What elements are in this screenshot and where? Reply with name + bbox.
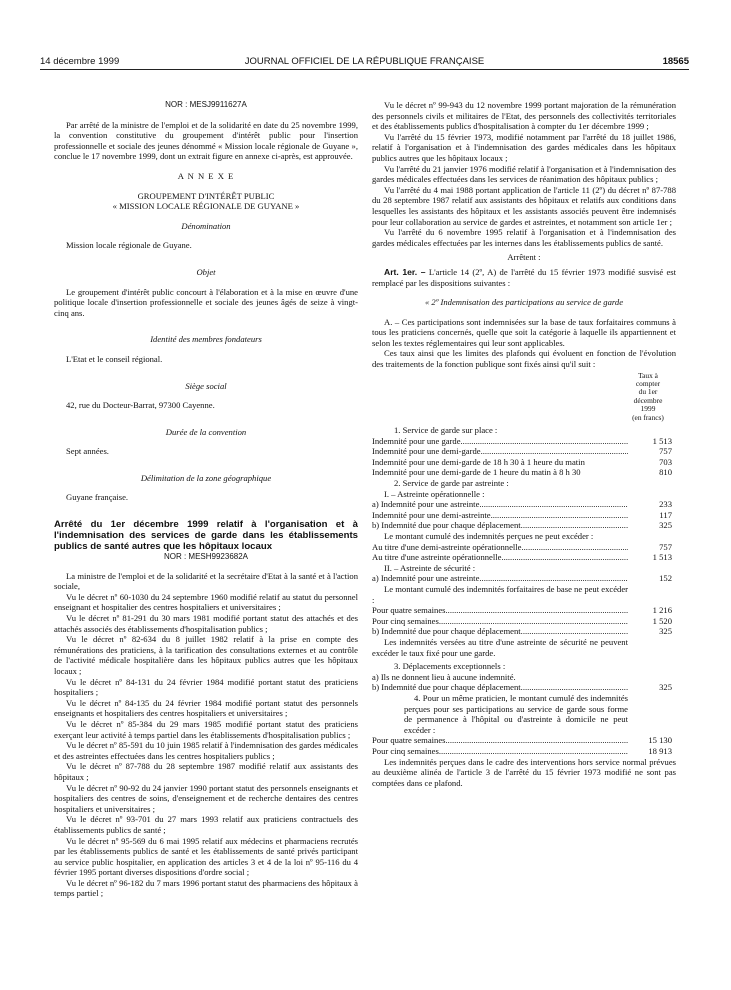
visa-paragraph: Vu le décret nº 84-131 du 24 février 1984 modifié portant statut des praticiens hospitaliers ;	[54, 676, 358, 698]
paragraph: Le montant cumulé des indemnités forfaitaires de base ne peut excéder :	[372, 584, 628, 605]
journal-title: JOURNAL OFFICIEL DE LA RÉPUBLIQUE FRANÇAISE	[244, 56, 485, 67]
gip-subheading: « MISSION LOCALE RÉGIONALE DE GUYANE »	[112, 201, 300, 212]
section-heading: Siège social	[185, 380, 227, 391]
paragraph: Les indemnités perçues dans le cadre des interventions hors service normal prévues au deuxième alinéa de l'article 3 de l'arrêté du 15 février 1973 modifié ne sont pas comptées dans ce plafond.	[372, 756, 676, 788]
visa-paragraph: Vu le décret nº 85-591 du 10 juin 1985 relatif à l'indemnisation des gardes médicales et des astreintes effectuées dans les centres hospitaliers publics ;	[54, 740, 358, 761]
visa-paragraph: Vu le décret nº 93-701 du 27 mars 1993 relatif aux praticiens contractuels des établissements publics de santé ;	[54, 814, 358, 835]
visa-paragraph: Vu l'arrêté du 4 mai 1988 portant application de l'article 11 (2º) du décret nº 87-788 du 28 septembre 1987 relatif aux assistants des hôpitaux et relatifs aux conditions dans lesquelles les assistants des hôpitaux et les assistants associés peuvent être indemnisés pour leur collaboration au service de gardes et astreintes, et notamment son article 1er ;	[372, 184, 676, 227]
paragraph: Mission locale régionale de Guyane.	[66, 240, 192, 251]
rate-row: Indemnité pour une demi-garde de 1 heure du matin à 8 h 30 810	[372, 467, 672, 478]
page-header	[40, 56, 689, 70]
paragraph: Par arrêté de la ministre de l'emploi et de la solidarité en date du 25 novembre 1999, la convention constitutive du groupement d'intérêt public pour l'insertion professionnelle et sociale des jeunes dénommé « Mission locale régionale de Guyane », conclue le 17 novembre 1999, dont un extrait figure en annexe ci-après, est approuvée.	[54, 119, 358, 162]
section-heading: Objet	[196, 266, 216, 277]
visa-paragraph: Vu le décret nº 85-384 du 29 mars 1985 modifié portant statut des praticiens exerçant leur activité à temps partiel dans les établissements d'hospitalisation publics ;	[54, 718, 358, 740]
rate-row: Pour quatre semaines ..... 15 130	[372, 735, 676, 746]
rate-row: Indemnité pour une demi-astreinte ..... 117	[372, 510, 676, 521]
table-line: a) Ils ne donnent lieu à aucune indemnité.	[372, 671, 516, 682]
rate-row: Indemnité pour une demi-garde ..... 757	[372, 446, 676, 457]
paragraph: Les indemnités versées au titre d'une astreinte de sécurité ne peuvent excéder le taux fixé pour une garde.	[372, 636, 628, 658]
visa-paragraph: Vu le décret nº 99-943 du 12 novembre 1999 portant majoration de la rémunération des personnels civils et militaires de l'Etat, des personnels des collectivités territoriales et des établissements publics d'hospitalisation à compter du 1er décembre 1999 ;	[372, 100, 676, 132]
right-column	[372, 100, 676, 788]
rate-row: Indemnité pour une garde ..... 1 513	[372, 436, 676, 447]
visa-paragraph: Vu le décret nº 81-291 du 30 mars 1981 modifié portant statut des attachés et des attachés associés des établissements d'hospitalisation publics ;	[54, 613, 358, 634]
visa-paragraph: Vu le décret nº 87-788 du 28 septembre 1987 modifié relatif aux assistants des hôpitaux ;	[54, 761, 358, 782]
visa-paragraph: Vu l'arrêté du 21 janvier 1976 modifié relatif à l'organisation et à l'indemnisation des gardes médicales effectuées dans les services de réanimation des hôpitaux publics ;	[372, 163, 676, 185]
rate-row: Pour quatre semaines ..... 1 216	[372, 605, 676, 616]
table-section: 3. Déplacements exceptionnels :	[394, 661, 506, 672]
table-section: 1. Service de garde sur place :	[394, 425, 498, 436]
section-heading: Dénomination	[181, 220, 231, 231]
paragraph: 4. Pour un même praticien, le montant cumulé des indemnités perçues pour ses participations au service de garde sous forme de permanence à l'hôpital ou d'astreinte à domicile ne peut excéder :	[404, 692, 628, 735]
rate-row: Au titre d'une astreinte opérationnelle ..... 1 513	[372, 552, 676, 563]
section-heading: Délimitation de la zone géographique	[140, 472, 272, 483]
section-heading: Identité des membres fondateurs	[150, 334, 262, 345]
paragraph: A. – Ces participations sont indemnisées sur la base de taux forfaitaires communs à tous les praticiens concernés, quelle que soit la catégorie à laquelle ils appartiennent et selon les textes réglementaires qui leur sont applicables.	[372, 316, 676, 348]
nor-reference: NOR : MESJ9911627A	[165, 100, 247, 109]
section-title: « 2º Indemnisation des participations au service de garde	[424, 297, 624, 308]
header-rule	[40, 69, 689, 70]
visa-paragraph: Vu le décret nº 90-92 du 24 janvier 1990 portant statut des personnels enseignants et hospitaliers des centres de soins, d'enseignement et de recherche dentaires des centres hospitaliers et universitaires ;	[54, 782, 358, 814]
article-label: Art. 1er. –	[384, 266, 426, 277]
page-number: 18565	[662, 56, 689, 67]
rate-column-header	[372, 372, 676, 422]
gip-heading: GROUPEMENT D'INTÉRÊT PUBLIC	[137, 190, 275, 201]
arretent-heading: Arrêtent :	[507, 252, 541, 263]
rate-column-header-text: Taux à compter du 1er décembre 1999 (en francs)	[632, 370, 664, 422]
table-subsection: II. – Astreinte de sécurité :	[384, 562, 476, 573]
paragraph: 42, rue du Docteur-Barrat, 97300 Cayenne.	[66, 400, 215, 411]
paragraph: Le groupement d'intérêt public concourt à l'élaboration et à la mise en œuvre d'une politique locale d'insertion professionnelle et sociale des jeunes âgés de seize à vingt-cinq ans.	[54, 286, 358, 318]
header-date: 14 décembre 1999	[40, 56, 120, 67]
rate-row: b) Indemnité due pour chaque déplacement ..... 325	[372, 520, 676, 531]
visa-list	[54, 571, 358, 899]
article-text: L'article 14 (2º, A) de l'arrêté du 15 février 1973 modifié susvisé est remplacé par les dispositions suivantes :	[372, 266, 677, 288]
paragraph: Guyane française.	[66, 492, 129, 503]
paragraph: Sept années.	[66, 446, 109, 457]
table-subsection: I. – Astreinte opérationnelle :	[384, 488, 485, 499]
rate-row: Pour cinq semaines ..... 18 913	[372, 746, 676, 757]
rate-row: Indemnité pour une demi-garde de 18 h 30 à 1 heure du matin 703	[372, 456, 672, 467]
visa-paragraph: Vu le décret nº 96-182 du 7 mars 1996 portant statut des pharmaciens des hôpitaux à temps partiel ;	[54, 877, 358, 899]
visa-paragraph: Vu le décret nº 82-634 du 8 juillet 1982 relatif à la prise en compte des rémunérations des praticiens, à la tarification des consultations externes et au contrôle de l'activité médicale hospitalière dans les hôpitaux publics autres que les hôpitaux locaux ;	[54, 634, 358, 676]
visa-paragraph: Vu l'arrêté du 6 novembre 1995 relatif à l'organisation et à l'indemnisation des gardes médicales effectuées par les internes dans les établissements publics de santé.	[372, 227, 676, 248]
visa-paragraph: Vu le décret nº 84-135 du 24 février 1984 modifié portant statut des personnels enseignants et hospitaliers des centres hospitaliers et universitaires ;	[54, 697, 358, 719]
section-heading: Durée de la convention	[165, 426, 247, 437]
decree-title: Arrêté du 1er décembre 1999 relatif à l'organisation et à l'indemnisation des services de garde dans les établissements publics de santé autres que les hôpitaux locaux	[54, 519, 358, 553]
paragraph: Ces taux ainsi que les limites des plafonds qui évoluent en fonction de l'évolution des traitements de la fonction publique sont fixés ainsi qu'il suit :	[372, 348, 676, 370]
rate-row: Au titre d'une demi-astreinte opérationnelle ..... 757	[372, 542, 676, 553]
nor-reference: NOR : MESH9923682A	[163, 552, 249, 562]
left-column	[54, 100, 358, 899]
table-section: 2. Service de garde par astreinte :	[394, 478, 509, 489]
rate-row: a) Indemnité pour une astreinte ..... 233	[372, 499, 676, 510]
rate-row: b) Indemnité due pour chaque déplacement ..... 325	[372, 626, 676, 637]
visa-paragraph: Vu le décret nº 95-569 du 6 mai 1995 relatif aux médecins et pharmaciens recrutés par les établissements publics de santé et les établissements de santé privés participant au service public hospitalier, en application des articles 3 et 4 de la loi nº 95-116 du 4 février 1995 portant diverses dispositions d'ordre social ;	[54, 835, 358, 878]
visa-paragraph: La ministre de l'emploi et de la solidarité et la secrétaire d'Etat à la santé et à l'action sociale,	[54, 570, 358, 592]
annex-heading: A N N E X E	[177, 170, 235, 181]
rate-row: a) Indemnité pour une astreinte ..... 152	[372, 573, 676, 584]
rate-row: b) Indemnité due pour chaque déplacement ..... 325	[372, 682, 676, 693]
article-1	[372, 267, 676, 288]
paragraph: Le montant cumulé des indemnités perçues ne peut excéder :	[384, 531, 594, 542]
paragraph: L'Etat et le conseil régional.	[66, 353, 163, 364]
visa-paragraph: Vu l'arrêté du 15 février 1973, modifié notamment par l'arrêté du 18 juillet 1986, relatif à l'organisation et à l'indemnisation des gardes médicales dans les hôpitaux publics autres que les hôpitaux locaux ;	[372, 131, 676, 163]
rate-row: Pour cinq semaines ..... 1 520	[372, 616, 676, 627]
visa-paragraph: Vu le décret nº 60-1030 du 24 septembre 1960 modifié relatif au statut du personnel enseignant et hospitalier des centres hospitaliers et universitaires ;	[54, 591, 358, 613]
